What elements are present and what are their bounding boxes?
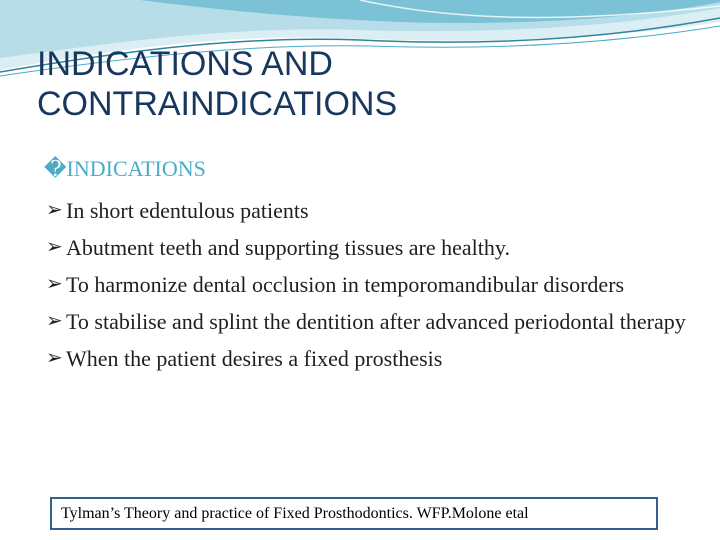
list-item-text: When the patient desires a fixed prosthesis [66, 346, 443, 371]
slide-title-line-2: CONTRAINDICATIONS [37, 85, 398, 123]
list-item [46, 343, 696, 374]
list-item [46, 306, 696, 337]
list-item-text: In short edentulous patients [66, 198, 309, 223]
reference-text: Tylman’s Theory and practice of Fixed Prosthodontics. WFP.Molone etal [61, 505, 529, 522]
arrow-bullet-icon: ➢ [46, 273, 63, 295]
list-item [46, 195, 696, 226]
list-item-text: To harmonize dental occlusion in temporomandibular disorders [66, 272, 625, 297]
arrow-bullet-icon: ➢ [46, 199, 63, 221]
list-item [46, 232, 696, 263]
slide-title-line-1: INDICATIONS AND [37, 45, 333, 83]
arrow-bullet-icon: ➢ [46, 310, 63, 332]
section-heading: �INDICATIONS [44, 156, 206, 181]
reference-box [50, 497, 658, 530]
arrow-bullet-icon: ➢ [46, 236, 63, 258]
slide-title [37, 44, 697, 124]
list-item-text: Abutment teeth and supporting tissues are healthy. [66, 235, 510, 260]
list-item [46, 269, 696, 300]
list-item-text: To stabilise and splint the dentition after advanced periodontal therapy [66, 309, 686, 334]
indications-list [46, 195, 696, 380]
arrow-bullet-icon: ➢ [46, 347, 63, 369]
